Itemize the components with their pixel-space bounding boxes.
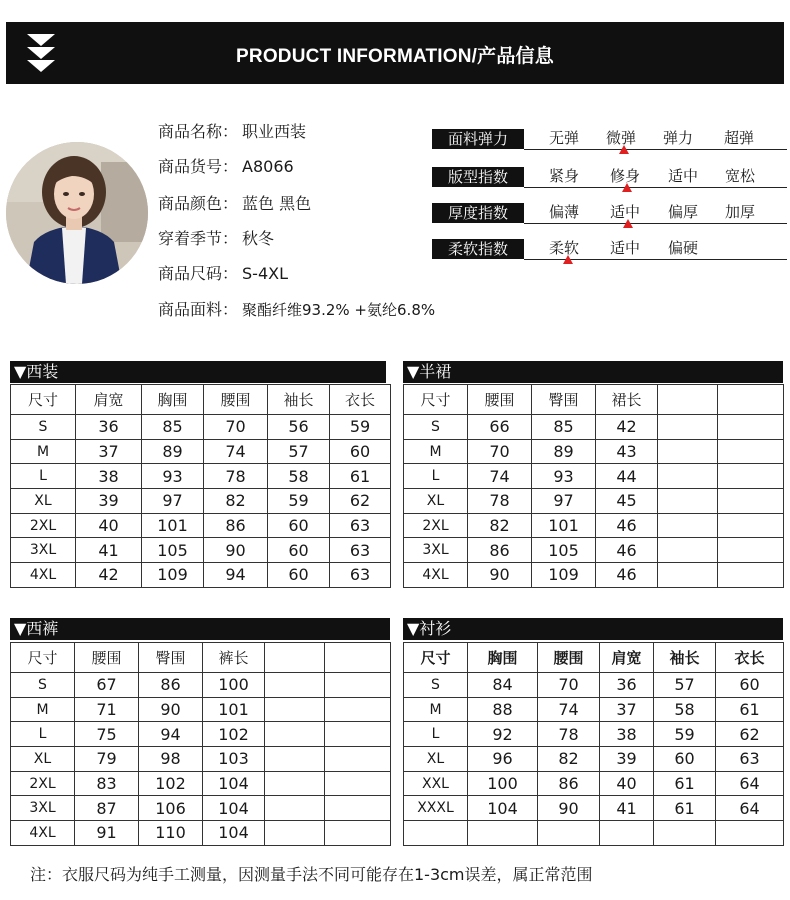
table-row [404, 538, 784, 563]
table-cell: 85 [142, 415, 204, 440]
table-cell [325, 747, 391, 772]
table-cell: 74 [538, 697, 600, 722]
table-title: ▼半裙 [403, 361, 783, 383]
column-header [325, 643, 391, 673]
table-row [404, 796, 784, 821]
table-cell: 84 [468, 673, 538, 698]
column-header: 袖长 [654, 643, 716, 673]
size-cell [404, 821, 468, 846]
table-cell [325, 821, 391, 846]
table-cell [658, 415, 718, 440]
table-row [11, 563, 391, 588]
table-cell: 86 [204, 513, 268, 538]
table-cell: 37 [76, 439, 142, 464]
size-cell: L [11, 464, 76, 489]
table-cell: 43 [596, 439, 658, 464]
size-cell: M [11, 697, 75, 722]
header-banner [6, 22, 784, 84]
table-cell: 60 [330, 439, 391, 464]
table-cell: 70 [538, 673, 600, 698]
table-cell [654, 821, 716, 846]
table-cell: 82 [204, 489, 268, 514]
column-header: 肩宽 [76, 385, 142, 415]
table-cell: 62 [716, 722, 784, 747]
table-cell: 61 [716, 697, 784, 722]
table-row [11, 821, 391, 846]
index-label: 版型指数 [432, 167, 524, 187]
size-cell: 2XL [11, 513, 76, 538]
table-cell [325, 697, 391, 722]
size-table [403, 384, 784, 588]
table-cell: 100 [203, 673, 265, 698]
table-cell [265, 697, 325, 722]
size-cell: XXXL [404, 796, 468, 821]
table-title: ▼西裤 [10, 618, 390, 640]
index-label: 柔软指数 [432, 239, 524, 259]
table-row [404, 489, 784, 514]
column-header: 臀围 [139, 643, 203, 673]
size-table [10, 384, 391, 588]
table-cell: 78 [468, 489, 532, 514]
size-cell: XL [404, 489, 468, 514]
table-cell: 41 [76, 538, 142, 563]
index-option: 柔软 [549, 239, 580, 257]
table-row [404, 697, 784, 722]
table-cell [658, 563, 718, 588]
info-value: A8066 [242, 157, 294, 176]
table-cell: 60 [654, 747, 716, 772]
table-cell: 36 [76, 415, 142, 440]
table-cell: 38 [76, 464, 142, 489]
info-label: 商品货号： [158, 157, 239, 176]
index-fit [432, 162, 787, 192]
table-cell: 66 [468, 415, 532, 440]
table-cell: 97 [142, 489, 204, 514]
size-cell: 2XL [404, 513, 468, 538]
table-header-row [11, 643, 391, 673]
column-header: 腰围 [468, 385, 532, 415]
table-cell: 86 [468, 538, 532, 563]
size-cell: 2XL [11, 771, 75, 796]
table-cell: 74 [204, 439, 268, 464]
table-row [404, 673, 784, 698]
size-cell: L [404, 722, 468, 747]
column-header: 尺寸 [404, 643, 468, 673]
size-table [403, 642, 784, 846]
index-option: 适中 [610, 239, 641, 257]
table-cell [265, 747, 325, 772]
table-cell: 44 [596, 464, 658, 489]
table-cell: 64 [716, 771, 784, 796]
table-cell: 109 [142, 563, 204, 588]
table-cell: 89 [532, 439, 596, 464]
table-cell: 101 [532, 513, 596, 538]
table-cell: 58 [268, 464, 330, 489]
table-cell: 88 [468, 697, 538, 722]
size-cell: 3XL [404, 538, 468, 563]
table-cell: 45 [596, 489, 658, 514]
table-cell [265, 722, 325, 747]
table-cell [718, 513, 784, 538]
selected-marker-icon [622, 183, 632, 192]
info-label: 穿着季节： [158, 229, 239, 248]
table-cell [325, 722, 391, 747]
size-cell: XL [11, 489, 76, 514]
column-header: 胸围 [142, 385, 204, 415]
table-row [11, 673, 391, 698]
size-cell: XL [11, 747, 75, 772]
column-header: 尺寸 [11, 385, 76, 415]
table-row [11, 771, 391, 796]
page-title: PRODUCT INFORMATION/产品信息 [236, 46, 554, 67]
selected-marker-icon [623, 219, 633, 228]
table-title: ▼西装 [10, 361, 386, 383]
table-header-row [404, 385, 784, 415]
table-row [404, 821, 784, 846]
column-header: 尺寸 [11, 643, 75, 673]
size-cell: M [11, 439, 76, 464]
table-header-row [404, 643, 784, 673]
column-header: 衣长 [716, 643, 784, 673]
table-cell: 104 [468, 796, 538, 821]
info-value: 秋冬 [242, 229, 275, 248]
index-option: 修身 [610, 167, 641, 185]
table-cell: 109 [532, 563, 596, 588]
table-row [11, 415, 391, 440]
table-cell: 90 [468, 563, 532, 588]
column-header [658, 385, 718, 415]
table-row [11, 796, 391, 821]
table-cell [658, 464, 718, 489]
index-option: 偏薄 [549, 203, 580, 221]
table-row [11, 464, 391, 489]
info-label: 商品名称： [158, 122, 239, 141]
table-cell: 60 [268, 563, 330, 588]
index-option: 适中 [668, 167, 699, 185]
table-cell: 105 [532, 538, 596, 563]
table-cell: 98 [139, 747, 203, 772]
table-cell [718, 415, 784, 440]
table-cell: 67 [75, 673, 139, 698]
info-sku [158, 157, 294, 177]
table-cell [658, 513, 718, 538]
table-row [404, 771, 784, 796]
table-cell: 92 [468, 722, 538, 747]
column-header [265, 643, 325, 673]
table-cell: 102 [203, 722, 265, 747]
size-cell: L [11, 722, 75, 747]
column-header: 裙长 [596, 385, 658, 415]
size-cell: L [404, 464, 468, 489]
column-header: 肩宽 [600, 643, 654, 673]
table-cell: 101 [142, 513, 204, 538]
info-label: 商品尺码： [158, 264, 239, 283]
index-option: 紧身 [549, 167, 580, 185]
table-cell: 78 [204, 464, 268, 489]
table-title: ▼衬衫 [403, 618, 783, 640]
index-option: 无弹 [549, 129, 580, 147]
table-row [11, 722, 391, 747]
table-cell: 94 [204, 563, 268, 588]
info-value: 蓝色 黑色 [242, 194, 312, 213]
table-cell: 63 [330, 513, 391, 538]
index-thickness [432, 198, 787, 228]
table-cell: 63 [716, 747, 784, 772]
table-row [11, 697, 391, 722]
table-cell: 61 [330, 464, 391, 489]
table-cell [265, 771, 325, 796]
table-cell: 61 [654, 771, 716, 796]
info-value: 职业西装 [242, 122, 307, 141]
table-cell: 85 [532, 415, 596, 440]
table-cell [325, 796, 391, 821]
index-line [524, 223, 787, 224]
table-cell: 59 [268, 489, 330, 514]
table-cell: 102 [139, 771, 203, 796]
column-header: 腰围 [538, 643, 600, 673]
table-cell: 59 [330, 415, 391, 440]
column-header [718, 385, 784, 415]
table-cell: 46 [596, 513, 658, 538]
table-row [11, 747, 391, 772]
table-cell [325, 673, 391, 698]
table-cell: 70 [468, 439, 532, 464]
index-option: 偏厚 [668, 203, 699, 221]
index-line [524, 149, 787, 150]
table-cell: 104 [203, 771, 265, 796]
table-cell: 38 [600, 722, 654, 747]
table-cell: 63 [330, 563, 391, 588]
table-cell: 93 [532, 464, 596, 489]
table-cell: 63 [330, 538, 391, 563]
table-cell: 104 [203, 821, 265, 846]
index-option: 偏硬 [668, 239, 699, 257]
size-cell: S [404, 673, 468, 698]
table-row [11, 513, 391, 538]
table-cell: 41 [600, 796, 654, 821]
table-cell: 71 [75, 697, 139, 722]
info-label: 商品面料： [158, 300, 239, 319]
table-cell: 104 [203, 796, 265, 821]
table-cell [658, 489, 718, 514]
table-cell: 42 [596, 415, 658, 440]
index-softness [432, 234, 787, 264]
table-row [11, 538, 391, 563]
table-row [404, 513, 784, 538]
table-cell: 82 [538, 747, 600, 772]
table-row [11, 489, 391, 514]
size-table [10, 642, 391, 846]
index-option: 弹力 [663, 129, 694, 147]
selected-marker-icon [619, 145, 629, 154]
info-color [158, 194, 311, 214]
table-row [404, 563, 784, 588]
table-cell: 42 [76, 563, 142, 588]
info-label: 商品颜色： [158, 194, 239, 213]
index-line [524, 187, 787, 188]
index-option: 微弹 [606, 129, 637, 147]
info-value: 聚酯纤维93.2% +氨纶6.8% [242, 301, 436, 319]
table-cell [718, 489, 784, 514]
table-cell [538, 821, 600, 846]
table-row [404, 415, 784, 440]
table-cell: 101 [203, 697, 265, 722]
index-option: 适中 [610, 203, 641, 221]
table-cell: 39 [76, 489, 142, 514]
size-cell: M [404, 439, 468, 464]
table-cell [718, 464, 784, 489]
table-cell: 57 [654, 673, 716, 698]
measurement-note: 注：衣服尺码为纯手工测量，因测量手法不同可能存在1-3cm误差，属正常范围 [30, 865, 593, 884]
size-cell: M [404, 697, 468, 722]
size-cell: 4XL [11, 563, 76, 588]
table-cell [265, 673, 325, 698]
table-row [404, 464, 784, 489]
table-cell: 40 [76, 513, 142, 538]
table-cell [658, 538, 718, 563]
table-cell [265, 821, 325, 846]
table-cell: 74 [468, 464, 532, 489]
column-header: 衣长 [330, 385, 391, 415]
table-cell: 93 [142, 464, 204, 489]
table-cell: 90 [204, 538, 268, 563]
selected-marker-icon [563, 255, 573, 264]
table-cell: 106 [139, 796, 203, 821]
table-cell [658, 439, 718, 464]
table-cell: 89 [142, 439, 204, 464]
table-cell: 70 [204, 415, 268, 440]
index-elasticity [432, 124, 787, 154]
table-cell: 96 [468, 747, 538, 772]
table-cell [718, 538, 784, 563]
index-option: 宽松 [725, 167, 756, 185]
table-cell: 61 [654, 796, 716, 821]
size-cell: 4XL [11, 821, 75, 846]
table-cell: 56 [268, 415, 330, 440]
table-cell [325, 771, 391, 796]
column-header: 腰围 [75, 643, 139, 673]
info-size [158, 264, 288, 284]
info-name [158, 122, 306, 142]
table-cell: 83 [75, 771, 139, 796]
info-season [158, 229, 274, 249]
info-fabric [158, 300, 435, 320]
table-cell: 46 [596, 538, 658, 563]
table-cell: 110 [139, 821, 203, 846]
index-label: 面料弹力 [432, 129, 524, 149]
table-cell: 36 [600, 673, 654, 698]
size-cell: S [404, 415, 468, 440]
table-row [11, 439, 391, 464]
table-cell: 60 [268, 513, 330, 538]
model-avatar [6, 142, 148, 284]
table-cell [468, 821, 538, 846]
table-cell: 105 [142, 538, 204, 563]
size-cell: 3XL [11, 796, 75, 821]
table-cell: 78 [538, 722, 600, 747]
table-cell: 62 [330, 489, 391, 514]
table-cell [718, 439, 784, 464]
column-header: 尺寸 [404, 385, 468, 415]
table-cell: 87 [75, 796, 139, 821]
table-cell: 103 [203, 747, 265, 772]
table-cell: 90 [139, 697, 203, 722]
size-cell: XXL [404, 771, 468, 796]
table-cell: 94 [139, 722, 203, 747]
table-cell [265, 796, 325, 821]
info-value: S-4XL [242, 264, 288, 283]
size-cell: S [11, 415, 76, 440]
table-cell: 91 [75, 821, 139, 846]
index-option: 超弹 [724, 129, 755, 147]
table-cell: 46 [596, 563, 658, 588]
table-cell: 86 [538, 771, 600, 796]
size-cell: 4XL [404, 563, 468, 588]
table-header-row [11, 385, 391, 415]
table-cell: 60 [716, 673, 784, 698]
column-header: 裤长 [203, 643, 265, 673]
column-header: 臀围 [532, 385, 596, 415]
table-cell: 100 [468, 771, 538, 796]
table-cell: 40 [600, 771, 654, 796]
table-cell: 37 [600, 697, 654, 722]
table-cell: 59 [654, 722, 716, 747]
table-cell: 39 [600, 747, 654, 772]
index-option: 加厚 [725, 203, 756, 221]
table-row [404, 747, 784, 772]
index-label: 厚度指数 [432, 203, 524, 223]
column-header: 袖长 [268, 385, 330, 415]
table-cell: 79 [75, 747, 139, 772]
table-cell: 97 [532, 489, 596, 514]
table-cell: 64 [716, 796, 784, 821]
table-cell [718, 563, 784, 588]
table-cell [600, 821, 654, 846]
table-cell: 57 [268, 439, 330, 464]
table-cell: 90 [538, 796, 600, 821]
size-cell: 3XL [11, 538, 76, 563]
table-cell: 82 [468, 513, 532, 538]
table-cell [716, 821, 784, 846]
table-row [404, 439, 784, 464]
table-cell: 58 [654, 697, 716, 722]
size-cell: S [11, 673, 75, 698]
table-cell: 86 [139, 673, 203, 698]
table-row [404, 722, 784, 747]
table-cell: 75 [75, 722, 139, 747]
table-cell: 60 [268, 538, 330, 563]
column-header: 腰围 [204, 385, 268, 415]
size-cell: XL [404, 747, 468, 772]
column-header: 胸围 [468, 643, 538, 673]
